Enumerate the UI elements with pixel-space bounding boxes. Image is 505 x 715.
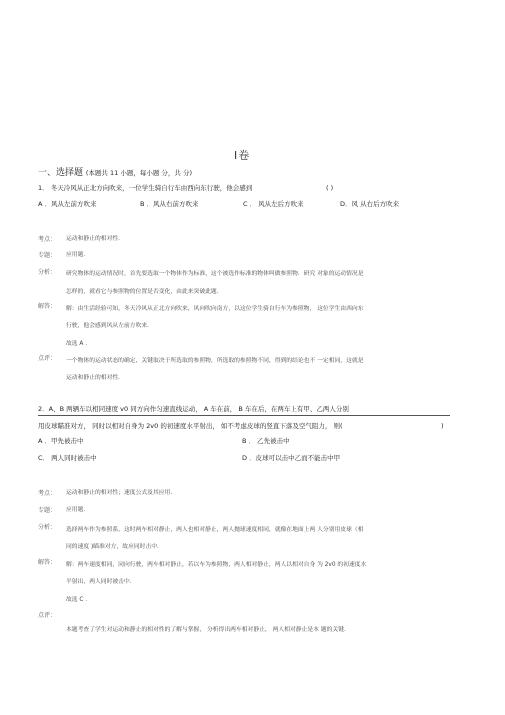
q1-answer: 故选 A ． [66, 341, 92, 347]
q1-zhuanti-label: 专题： [38, 252, 57, 259]
q2-fenxi-line-1: 选择两车作为参照系，这时两车相对静止，两人也相对静止，两人抛球速度相同，就像在地面上两 人分别用皮球（相 [66, 527, 364, 533]
q2-kaodian-label: 考点： [38, 490, 57, 497]
q1-option-b: B ．风从右前方吹来 [140, 200, 199, 208]
q1-jieda-line-2: 行驶，他会感到风从左前方吹来． [66, 323, 153, 329]
q2-stem-line-1: 2．A、B 两辆车以相同速度 v0 同方向作匀速直线运动， A 车在前， B 车在后，在两车上有甲、乙两人分别 [38, 405, 349, 413]
q1-fenxi-label: 分析： [38, 269, 57, 276]
section-title: 一、选择题 [38, 168, 84, 178]
q1-jieda-line-1: 解：由生活经验可知，冬天冷风从正北方向吹来，风向吹向南方，以这位学生骑自行车为参照物， 这位学生由西向东 [66, 306, 364, 312]
q2-dianping-label: 点评： [38, 612, 57, 619]
q1-jieda-label: 解答： [38, 303, 57, 310]
q2-zhuanti-label: 专题： [38, 507, 57, 514]
q1-answer-blank: ( ) [326, 184, 334, 192]
q1-kaodian-label: 考点： [38, 236, 57, 243]
q2-stem-close: ) [441, 422, 444, 430]
q1-dianping-label: 点评： [38, 355, 57, 362]
q2-fenxi-line-2: 同的速度 )瞄准对方，故应同时击中． [66, 544, 163, 550]
q1-option-d: D．风 从右后方吹来 [340, 200, 400, 208]
q2-option-a: A ．甲先被击中 [38, 437, 84, 445]
q2-zhuanti: 应用题． [66, 507, 90, 513]
q2-option-b: B ． 乙先被击中 [242, 437, 290, 445]
q2-jieda-line-1: 解：两车速度相同，同向行驶，两车相对静止，若以车为参照物，两人相对静止，两人以相对自身 为 2v0 的初速度水 [66, 562, 367, 568]
q1-option-a: A ．风从左前方吹来 [38, 200, 97, 208]
section-heading [38, 169, 192, 178]
page-title: Ⅰ卷 [234, 149, 251, 162]
q2-jieda-label: 解答： [38, 559, 57, 566]
q1-dianping-line-1: 一个物体的运动状态的确定，关键取决于所选取的参照物，所选取的参照物不同，得到的结论也不 一定相同，这就是 [66, 358, 364, 364]
q2-fenxi-label: 分析： [38, 524, 57, 531]
q2-answer: 故选 C ． [66, 597, 92, 603]
q2-dianping-line-1: 本题考查了学生对运动和静止的相对性的了解与掌握， 分析得出两车相对静止， 两人相对静止是本 题的关键． [66, 627, 350, 633]
section-note: (本题共 11 小题，每小题 分，共 分) [85, 169, 192, 177]
q1-dianping-line-2: 运动和静止的相对性． [66, 375, 124, 381]
q1-option-c: C ． 风从左后方吹来 [243, 200, 304, 208]
q2-option-c: C． 两人同时被击中 [38, 454, 97, 462]
q2-kaodian: 运动和静止的相对性；速度公式及其应用． [66, 490, 177, 496]
q2-stem-line-2: 用皮球瞄准对方， 同时以相对自身为 2v0 的初速度水平射出， 如不考虑皮球的竖直下落及空气阻力， 则( [38, 422, 343, 430]
q2-stem-rule [38, 415, 450, 416]
q2-jieda-line-2: 平射出，两人同时被击中． [66, 579, 136, 585]
q1-fenxi-line-2: 怎样的，就看它与参照物的位置是否变化，由此来突破此题． [66, 289, 223, 295]
q1-kaodian: 运动和静止的相对性． [66, 236, 124, 242]
q2-option-d: D ．皮球可以击中乙而不能击中甲 [242, 454, 341, 462]
q1-zhuanti: 应用题． [66, 252, 90, 258]
q1-fenxi-line-1: 研究物体的运动情况时，首先要选取一个物体作为标准，这个被选作标准的物体叫做参照物．研究 对象的运动情况是 [66, 271, 364, 277]
q1-stem: 1． 冬天冷风从正北方向吹来，一位学生骑自行车由西向东行驶，他会感到 [38, 184, 253, 192]
